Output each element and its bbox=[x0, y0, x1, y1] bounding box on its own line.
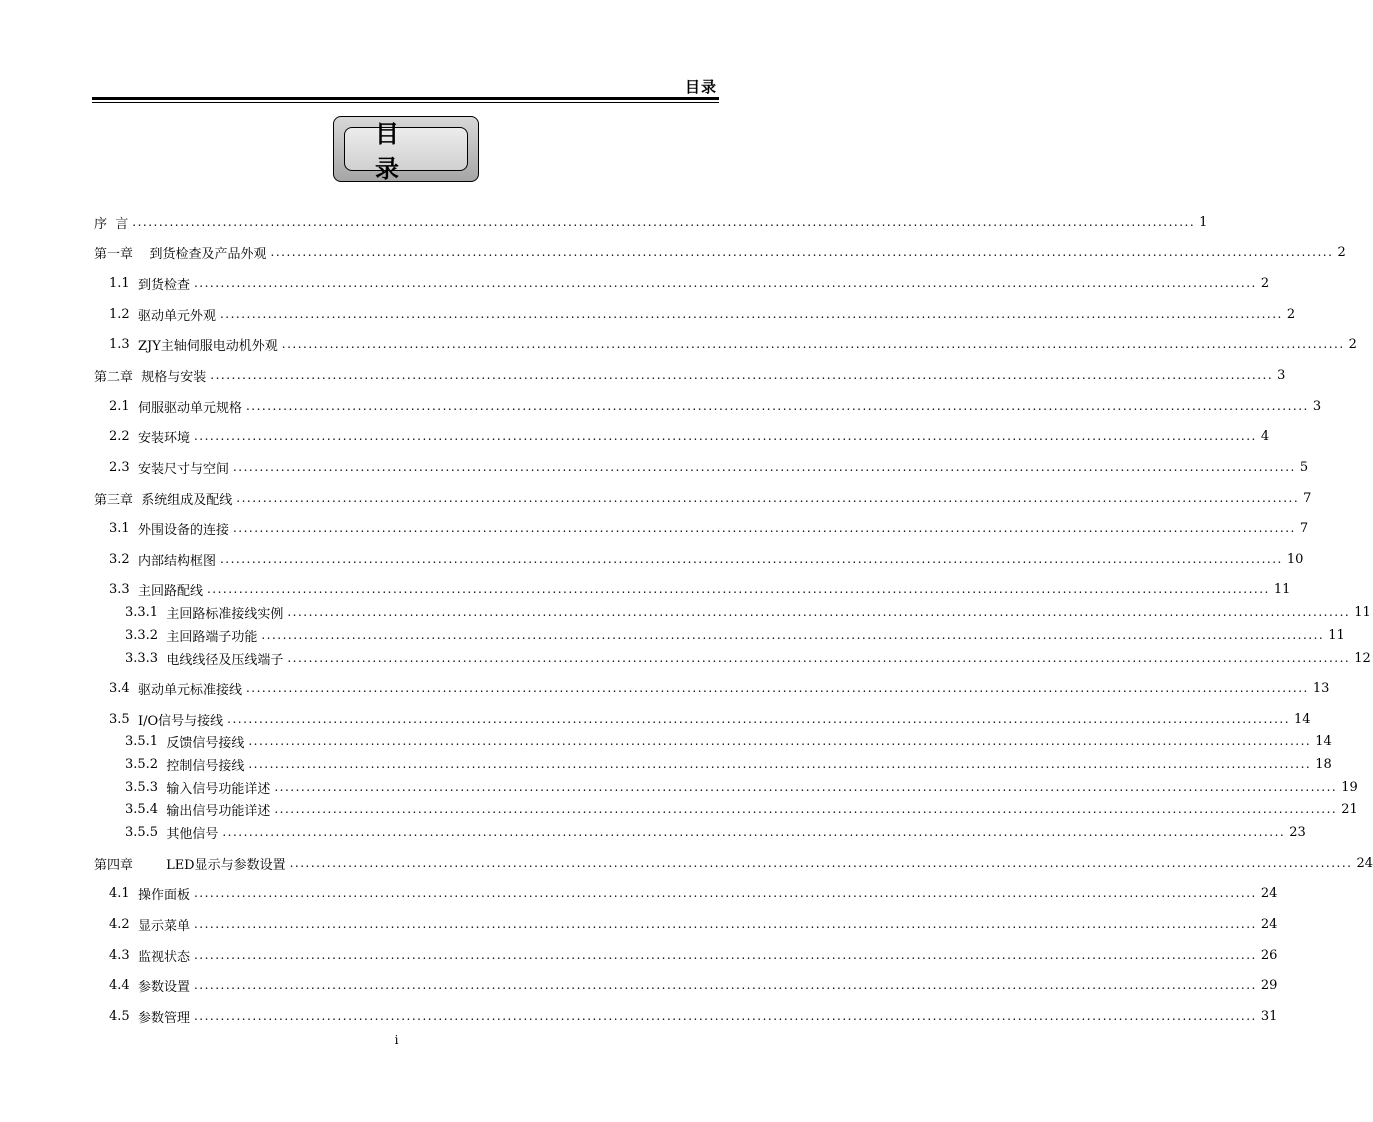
toc-entry-number: 第一章 bbox=[94, 246, 150, 262]
toc-entry-page: 13 bbox=[1312, 680, 1330, 696]
toc-entry-number: 2.1 bbox=[109, 398, 138, 414]
toc-dot-leader: ........................................................................................................................................................................................................ bbox=[193, 948, 1257, 962]
toc-entry-page: 24 bbox=[1260, 916, 1278, 932]
toc-entry-number: 3.3.1 bbox=[125, 604, 167, 620]
toc-entry-page: 7 bbox=[1299, 520, 1309, 536]
toc-entry-number: 3.3.3 bbox=[125, 650, 167, 666]
toc-entry-page: 12 bbox=[1354, 650, 1371, 666]
toc-entry-page: 11 bbox=[1354, 604, 1371, 620]
toc-entry-page: 7 bbox=[1303, 490, 1312, 506]
toc-dot-leader: ........................................................................................................................................................................................................ bbox=[232, 460, 1296, 474]
toc-entry[interactable] bbox=[125, 799, 1358, 819]
toc-dot-leader: ........................................................................................................................................................................................................ bbox=[287, 605, 1351, 619]
toc-entry-page: 4 bbox=[1260, 428, 1270, 444]
toc-entry-number: 4.1 bbox=[109, 885, 138, 901]
toc-entry[interactable] bbox=[109, 273, 1270, 293]
toc-dot-leader: ........................................................................................................................................................................................................ bbox=[232, 521, 1296, 535]
toc-entry-label: 显示菜单 bbox=[137, 918, 190, 934]
toc-title: 目录 bbox=[344, 127, 468, 171]
toc-entry[interactable] bbox=[109, 945, 1278, 965]
toc-dot-leader: ........................................................................................................................................................................................................ bbox=[245, 681, 1309, 695]
toc-entry-page: 29 bbox=[1260, 977, 1278, 993]
toc-entry-page: 2 bbox=[1348, 336, 1357, 352]
toc-entry[interactable] bbox=[109, 396, 1322, 416]
toc-entry-label: 其他信号 bbox=[166, 826, 219, 842]
toc-entry-number: 3.5.1 bbox=[125, 733, 167, 749]
toc-entry-label: 监视状态 bbox=[137, 949, 190, 965]
toc-dot-leader: ........................................................................................................................................................................................................ bbox=[248, 734, 1312, 748]
toc-entry-page: 10 bbox=[1286, 551, 1304, 567]
toc-entry-label: 操作面板 bbox=[137, 887, 190, 903]
toc-entry-number: 1.2 bbox=[109, 306, 138, 322]
toc-entry-page: 2 bbox=[1286, 306, 1296, 322]
toc-dot-leader: ........................................................................................................................................................................................................ bbox=[132, 215, 1196, 229]
toc-dot-leader: ........................................................................................................................................................................................................ bbox=[236, 491, 1300, 505]
toc-entry-label: 外围设备的连接 bbox=[137, 522, 229, 538]
toc-dot-leader: ........................................................................................................................................................................................................ bbox=[193, 917, 1257, 931]
toc-entry[interactable] bbox=[94, 853, 1373, 873]
toc-entry-label: 参数设置 bbox=[137, 979, 190, 995]
toc-entry-label: 安装环境 bbox=[137, 430, 190, 446]
toc-entry[interactable] bbox=[109, 678, 1330, 698]
toc-entry-label: 参数管理 bbox=[137, 1010, 190, 1026]
toc-title-box bbox=[333, 116, 479, 182]
toc-entry[interactable] bbox=[109, 1006, 1278, 1026]
toc-entry-number: 2.2 bbox=[109, 428, 138, 444]
toc-dot-leader: ........................................................................................................................................................................................................ bbox=[281, 337, 1345, 351]
toc-entry[interactable] bbox=[109, 975, 1278, 995]
toc-entry[interactable] bbox=[125, 822, 1306, 842]
toc-dot-leader: ........................................................................................................................................................................................................ bbox=[261, 628, 1325, 642]
toc-dot-leader: ........................................................................................................................................................................................................ bbox=[274, 780, 1338, 794]
toc-entry-number: 第三章 bbox=[94, 492, 142, 508]
toc-entry-label: 主回路端子功能 bbox=[166, 629, 258, 645]
toc-entry-number: 1.3 bbox=[109, 336, 138, 352]
toc-entry[interactable] bbox=[109, 914, 1278, 934]
toc-dot-leader: ........................................................................................................................................................................................................ bbox=[289, 856, 1353, 870]
toc-entry[interactable] bbox=[109, 426, 1270, 446]
toc-entry-number: 4.3 bbox=[109, 947, 138, 963]
toc-entry-number: 2.3 bbox=[109, 459, 138, 475]
toc-entry-number: 4.4 bbox=[109, 977, 138, 993]
toc-entry-number: 3.5.5 bbox=[125, 824, 167, 840]
toc-entry[interactable] bbox=[109, 549, 1304, 569]
toc-entry-label: 到货检查及产品外观 bbox=[149, 246, 267, 262]
toc-entry-label: 电线线径及压线端子 bbox=[166, 652, 284, 668]
toc-entry-label: 控制信号接线 bbox=[166, 758, 245, 774]
toc-entry[interactable] bbox=[125, 754, 1332, 774]
toc-entry[interactable] bbox=[109, 883, 1278, 903]
toc-dot-leader: ........................................................................................................................................................................................................ bbox=[274, 802, 1338, 816]
toc-entry-number: 3.5.2 bbox=[125, 756, 167, 772]
toc-entry-page: 1 bbox=[1199, 214, 1208, 230]
toc-entry[interactable] bbox=[109, 334, 1357, 354]
running-header-title: 目录 bbox=[684, 78, 717, 96]
toc-entry-number: 3.5.4 bbox=[125, 801, 167, 817]
toc-entry-label: 驱动单元外观 bbox=[137, 308, 216, 324]
toc-entry-page: 14 bbox=[1315, 733, 1332, 749]
toc-dot-leader: ........................................................................................................................................................................................................ bbox=[222, 825, 1286, 839]
toc-entry-number: 3.4 bbox=[109, 680, 138, 696]
toc-entry-label: LED显示与参数设置 bbox=[166, 857, 286, 873]
toc-entry[interactable] bbox=[125, 625, 1345, 645]
toc-entry-label: 规格与安装 bbox=[141, 369, 207, 385]
toc-entry[interactable] bbox=[109, 457, 1309, 477]
toc-entry[interactable] bbox=[94, 242, 1346, 262]
toc-entry-label: ZJY主轴伺服电动机外观 bbox=[137, 338, 278, 354]
toc-entry-page: 18 bbox=[1315, 756, 1332, 772]
toc-entry-number: 3.1 bbox=[109, 520, 138, 536]
toc-entry-page: 14 bbox=[1294, 711, 1311, 727]
toc-entry[interactable] bbox=[94, 365, 1286, 385]
toc-entry-page: 24 bbox=[1356, 855, 1373, 871]
toc-entry[interactable] bbox=[125, 731, 1332, 751]
toc-entry-label: 到货检查 bbox=[137, 277, 190, 293]
header-rule-thin bbox=[92, 102, 719, 103]
toc-dot-leader: ........................................................................................................................................................................................................ bbox=[193, 886, 1257, 900]
toc-entry-page: 11 bbox=[1273, 581, 1291, 597]
toc-entry[interactable] bbox=[94, 488, 1312, 508]
toc-entry-number: 4.2 bbox=[109, 916, 138, 932]
toc-entry-label: 反馈信号接线 bbox=[166, 735, 245, 751]
toc-entry-number: 第四章 bbox=[94, 857, 167, 873]
toc-entry-page: 24 bbox=[1260, 885, 1278, 901]
toc-entry-page: 23 bbox=[1289, 824, 1306, 840]
toc-entry-page: 3 bbox=[1277, 367, 1286, 383]
toc-entry-number: 4.5 bbox=[109, 1008, 138, 1024]
toc-entry-number: 1.1 bbox=[109, 275, 138, 291]
toc-dot-leader: ........................................................................................................................................................................................................ bbox=[193, 978, 1257, 992]
toc-entry-label: I/O信号与接线 bbox=[137, 713, 224, 729]
toc-dot-leader: ........................................................................................................................................................................................................ bbox=[206, 582, 1270, 596]
toc-entry-number: 3.3 bbox=[109, 581, 138, 597]
toc-entry-page: 26 bbox=[1260, 947, 1278, 963]
toc-entry-page: 2 bbox=[1260, 275, 1270, 291]
toc-entry-label: 驱动单元标准接线 bbox=[137, 682, 242, 698]
header-rule-thick bbox=[92, 97, 719, 100]
toc-entry-label: 主回路配线 bbox=[137, 583, 203, 599]
toc-dot-leader: ........................................................................................................................................................................................................ bbox=[219, 552, 1283, 566]
toc-entry[interactable] bbox=[109, 304, 1296, 324]
toc-entry-page: 5 bbox=[1299, 459, 1309, 475]
toc-dot-leader: ........................................................................................................................................................................................................ bbox=[270, 245, 1334, 259]
toc-dot-leader: ........................................................................................................................................................................................................ bbox=[248, 757, 1312, 771]
toc-entry-page: 2 bbox=[1337, 244, 1346, 260]
toc-entry-number: 序 言 bbox=[94, 216, 129, 232]
toc-entry-page: 31 bbox=[1260, 1008, 1278, 1024]
toc-entry-page: 21 bbox=[1341, 801, 1358, 817]
toc-entry-number: 3.3.2 bbox=[125, 627, 167, 643]
toc-entry[interactable] bbox=[109, 518, 1309, 538]
toc-entry[interactable] bbox=[109, 579, 1291, 599]
toc-dot-leader: ........................................................................................................................................................................................................ bbox=[210, 368, 1274, 382]
toc-entry-label: 安装尺寸与空间 bbox=[137, 461, 229, 477]
toc-entry-number: 3.5 bbox=[109, 711, 138, 727]
toc-entry[interactable] bbox=[125, 602, 1371, 622]
toc-entry-label: 伺服驱动单元规格 bbox=[137, 400, 242, 416]
toc-entry-number: 3.2 bbox=[109, 551, 138, 567]
toc-entry[interactable] bbox=[109, 709, 1311, 729]
toc-entry-page: 11 bbox=[1328, 627, 1345, 643]
toc-entry-page: 19 bbox=[1341, 779, 1358, 795]
toc-entry-page: 3 bbox=[1312, 398, 1322, 414]
page-number: i bbox=[394, 1033, 399, 1047]
toc-dot-leader: ........................................................................................................................................................................................................ bbox=[193, 276, 1257, 290]
toc-entry[interactable] bbox=[125, 777, 1358, 797]
toc-entry[interactable] bbox=[125, 648, 1371, 668]
toc-entry-label: 主回路标准接线实例 bbox=[166, 606, 284, 622]
toc-dot-leader: ........................................................................................................................................................................................................ bbox=[193, 1009, 1257, 1023]
toc-entry-label: 系统组成及配线 bbox=[141, 492, 233, 508]
toc-entry[interactable] bbox=[94, 212, 1208, 232]
toc-entry-number: 第二章 bbox=[94, 369, 142, 385]
toc-dot-leader: ........................................................................................................................................................................................................ bbox=[219, 307, 1283, 321]
toc-entry-number: 3.5.3 bbox=[125, 779, 167, 795]
toc-dot-leader: ........................................................................................................................................................................................................ bbox=[193, 429, 1257, 443]
toc-dot-leader: ........................................................................................................................................................................................................ bbox=[287, 651, 1351, 665]
toc-dot-leader: ........................................................................................................................................................................................................ bbox=[245, 399, 1309, 413]
toc-entry-label: 内部结构框图 bbox=[137, 553, 216, 569]
toc-entry-label: 输出信号功能详述 bbox=[166, 803, 271, 819]
toc-dot-leader: ........................................................................................................................................................................................................ bbox=[227, 712, 1291, 726]
toc-entry-label: 输入信号功能详述 bbox=[166, 781, 271, 797]
